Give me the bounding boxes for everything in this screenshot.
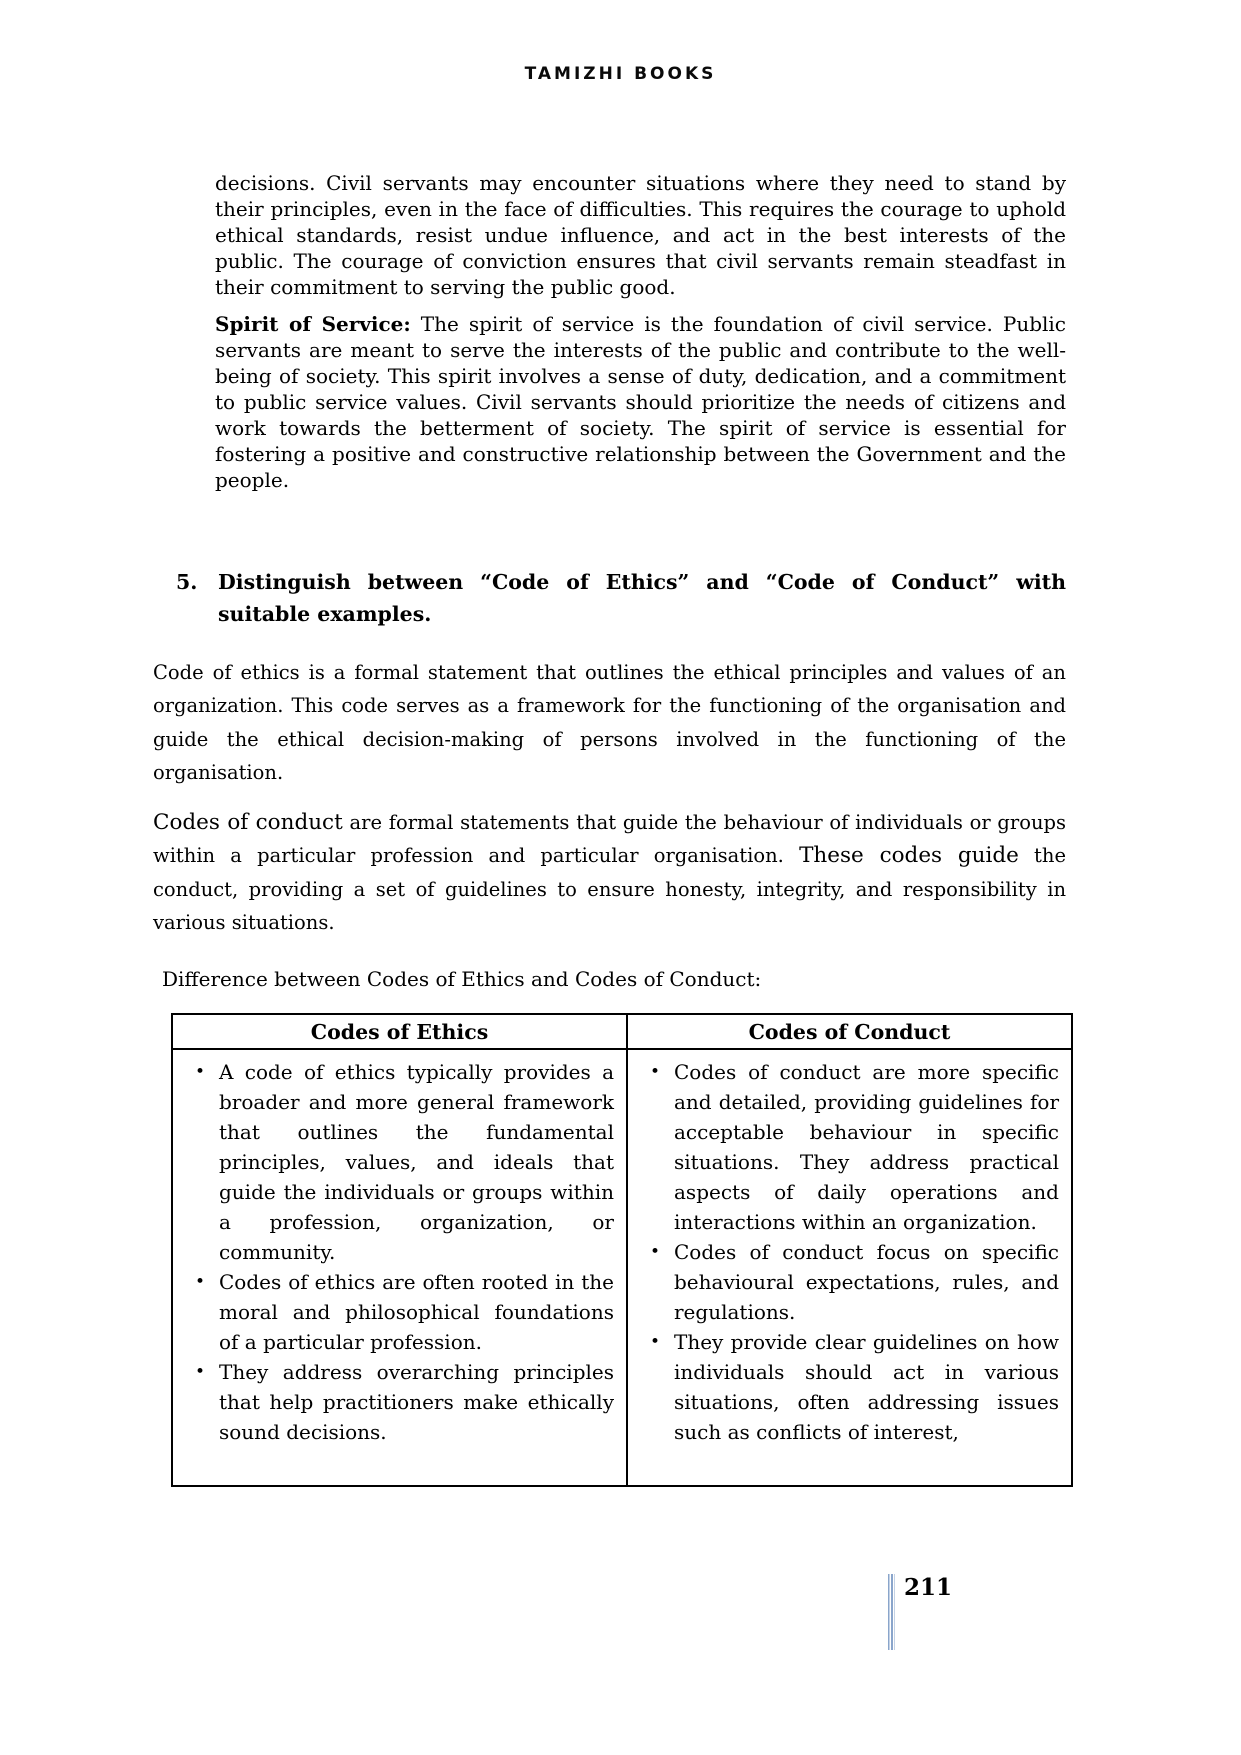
bullet-icon: • bbox=[650, 1332, 661, 1352]
these-codes-guide-lead: These codes guide bbox=[799, 843, 1019, 868]
ethics-cell bbox=[172, 1049, 627, 1486]
ethics-bullet-2 bbox=[183, 1267, 614, 1357]
question-title: Distinguish between “Code of Ethics” and “Code of Conduct” with suitable examples. bbox=[218, 570, 1066, 626]
conduct-bullet-2-text: Codes of conduct focus on specific behavioural expectations, rules, and regulations. bbox=[674, 1240, 1059, 1324]
bullet-icon: • bbox=[650, 1062, 661, 1082]
spirit-of-service-label: Spirit of Service: bbox=[215, 312, 411, 336]
table-header-row bbox=[172, 1014, 1072, 1049]
page-footer bbox=[888, 1574, 952, 1650]
bullet-icon: • bbox=[195, 1362, 206, 1382]
ethics-bullet-1-text: A code of ethics typically provides a broader and more general framework that outlines the fundamental principles, values, and ideals that guide the individuals or groups within a profession, organization, or community. bbox=[219, 1060, 614, 1264]
page-number-accent-bar bbox=[888, 1574, 895, 1650]
codes-of-conduct-text-1: are formal statements that guide the behaviour of individuals or groups within a particular profession and particular organisation. bbox=[153, 810, 1067, 867]
ethics-bullet-1 bbox=[183, 1057, 614, 1267]
comparison-table-body bbox=[172, 1049, 1072, 1486]
publisher-logo: TAMIZHI BOOKS bbox=[524, 64, 717, 84]
paragraph-code-of-ethics-definition: Code of ethics is a formal statement that outlines the ethical principles and values of an organization. This code serves as a framework for the functioning of the organisation and guide the ethical decision-making of persons involved in the functioning of the organisation. bbox=[153, 660, 1066, 784]
conduct-bullet-1-text: Codes of conduct are more specific and detailed, providing guidelines for acceptable behaviour in specific situations. They address practical aspects of daily operations and interactions within an organization. bbox=[674, 1060, 1059, 1234]
page-number: 211 bbox=[904, 1574, 953, 1601]
conduct-bullet-1 bbox=[638, 1057, 1059, 1237]
question-number: 5. bbox=[176, 570, 198, 594]
conduct-bullet-3-text: They provide clear guidelines on how individuals should act in various situations, often addressing issues such as conflicts of interest, bbox=[674, 1330, 1059, 1444]
conduct-bullet-2 bbox=[638, 1237, 1059, 1327]
ethics-bullet-3-text: They address overarching principles that help practitioners make ethically sound decisions. bbox=[219, 1360, 614, 1444]
bullet-icon: • bbox=[650, 1242, 661, 1262]
header-codes-of-ethics: Codes of Ethics bbox=[172, 1014, 627, 1049]
conduct-bullet-3 bbox=[638, 1327, 1059, 1447]
comparison-table-header bbox=[172, 1014, 1072, 1049]
table-body-row bbox=[172, 1049, 1072, 1486]
bullet-icon: • bbox=[195, 1062, 206, 1082]
paragraph-courage-of-conviction: decisions. Civil servants may encounter situations where they need to stand by their principles, even in the face of difficulties. This requires the courage to uphold ethical standards, resist undue influence, and act in the best interests of the public. The courage of conviction ensures that civil servants remain steadfast in their commitment to serving the public good. bbox=[215, 171, 1066, 299]
codes-of-conduct-lead: Codes of conduct bbox=[153, 809, 343, 835]
bullet-icon: • bbox=[195, 1272, 206, 1292]
comparison-table bbox=[171, 1013, 1073, 1487]
paragraph-codes-of-conduct-definition bbox=[153, 806, 1066, 940]
paragraph-spirit-of-service bbox=[215, 311, 1066, 493]
conduct-cell bbox=[627, 1049, 1072, 1486]
spirit-of-service-text: The spirit of service is the foundation of civil service. Public servants are meant to serve the interests of the public and contribute to the well-being of society. This spirit involves a sense of duty, dedication, and a commitment to public service values. Civil servants should prioritize the needs of citizens and work towards the betterment of society. The spirit of service is essential for fostering a positive and constructive relationship between the Government and the people. bbox=[215, 312, 1067, 492]
ethics-bullet-3 bbox=[183, 1357, 614, 1447]
question-5-heading bbox=[176, 566, 1066, 630]
table-intro-line: Difference between Codes of Ethics and Codes of Conduct: bbox=[162, 967, 762, 991]
header-codes-of-conduct: Codes of Conduct bbox=[627, 1014, 1072, 1049]
codes-of-conduct-text-2: the conduct, providing a set of guidelines to ensure honesty, integrity, and responsibility in various situations. bbox=[153, 844, 1066, 934]
ethics-bullet-2-text: Codes of ethics are often rooted in the moral and philosophical foundations of a particular profession. bbox=[219, 1270, 614, 1354]
